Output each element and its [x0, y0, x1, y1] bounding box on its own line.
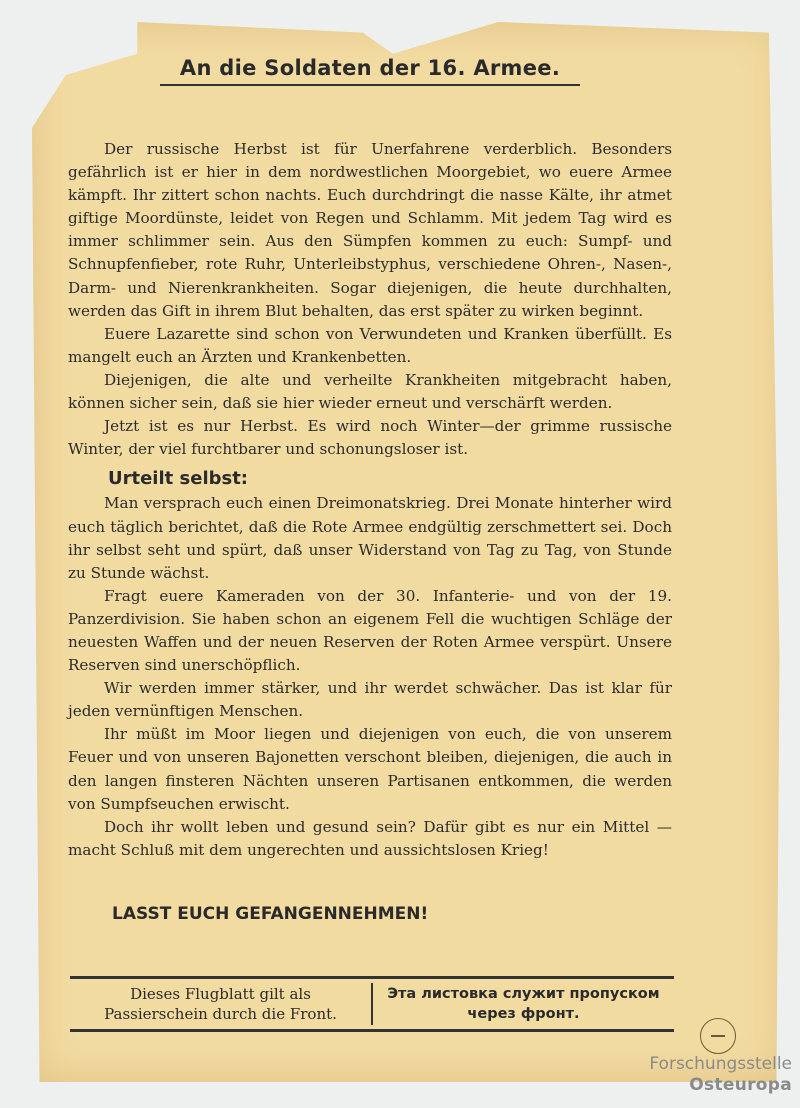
leaflet-title: An die Soldaten der 16. Armee. [160, 56, 580, 86]
pass-text-german: Dieses Flugblatt gilt als Passierschein durch die Front. [104, 985, 337, 1023]
call-to-action: LASST EUCH GEFANGENNEHMEN! [112, 904, 429, 924]
paragraph: Euere Lazarette sind schon von Verwundeten und Kranken überfüllt. Es mangelt euch an Ärzten und Krankenbetten. [68, 324, 672, 366]
paragraph: Doch ihr wollt leben und gesund sein? Dafür gibt es nur ein Mittel — macht Schluß mit dem ungerechten und aussichtslosen Krieg! [68, 817, 672, 859]
paragraph: Man versprach euch einen Dreimonatskrieg. Drei Monate hinterher wird euch täglich berichtet, daß die Rote Armee endgültig zerschmettert sei. Doch ihr selbst seht und spürt, daß unser Widerstand von Tag zu Tag, von Stunde zu Stunde wächst. [68, 494, 672, 582]
archive-stamp-icon [700, 1018, 736, 1054]
paragraph: Jetzt ist es nur Herbst. Es wird noch Winter—der grimme russische Winter, der viel furchtbarer und schonungsloser ist. [68, 417, 672, 459]
archive-watermark [649, 1054, 792, 1096]
paragraph: Fragt euere Kameraden von der 30. Infanterie- und von der 19. Panzerdivision. Sie haben schon an eigenem Fell die wuchtigen Schläge der neuesten Waffen und der neuen Reserven der Roten Armee verspürt. Unsere Reserven sind unerschöpflich. [68, 586, 672, 675]
section-heading: Urteilt selbst: [108, 468, 249, 490]
watermark-line1: Forschungsstelle [649, 1054, 792, 1074]
paragraph: Diejenigen, die alte und verheilte Krankheiten mitgebracht haben, können sicher sein, daß sie hier wieder erneut und verschärft werden. [68, 370, 672, 413]
leaflet-body [68, 138, 672, 862]
watermark-line2: Osteuropa [689, 1075, 792, 1095]
paragraph: Der russische Herbst ist für Unerfahrene verderblich. Besonders gefährlich ist er hier in dem nordwestlichen Moorgebiet, wo euere Armee kämpft. Ihr zittert schon nachts. Euch durchdringt die nasse Kälte, ihr atmet giftige Moordünste, leidet von Regen und Schlamm. Mit jedem Tag wird es immer schlimmer sein. Aus den Sümpfen kommen zu euch: Sumpf- und Schnupfenfieber, rote Ruhr, Unterleibstyphus, verschiedene Ohren-, Nasen-, Darm- und Nierenkrankheiten. Sogar diejenigen, die heute durchhalten, werden das Gift in ihrem Blut behalten, das erst später zu wirken beginnt. [68, 140, 672, 320]
paragraph: Wir werden immer stärker, und ihr werdet schwächer. Das ist klar für jeden vernünftigen Menschen. [68, 679, 672, 721]
pass-text-russian: Эта листовка служит пропуском через фронт. [387, 986, 660, 1022]
paragraph: Ihr müßt im Moor liegen und diejenigen von euch, die von unserem Feuer und von unseren Bajonetten verschont bleiben, diejenigen, die auch in den langen finsteren Nächten unseren Partisanen entkommen, die werden von Sumpfseuchen erwischt. [68, 725, 672, 813]
pass-box [70, 976, 674, 1032]
